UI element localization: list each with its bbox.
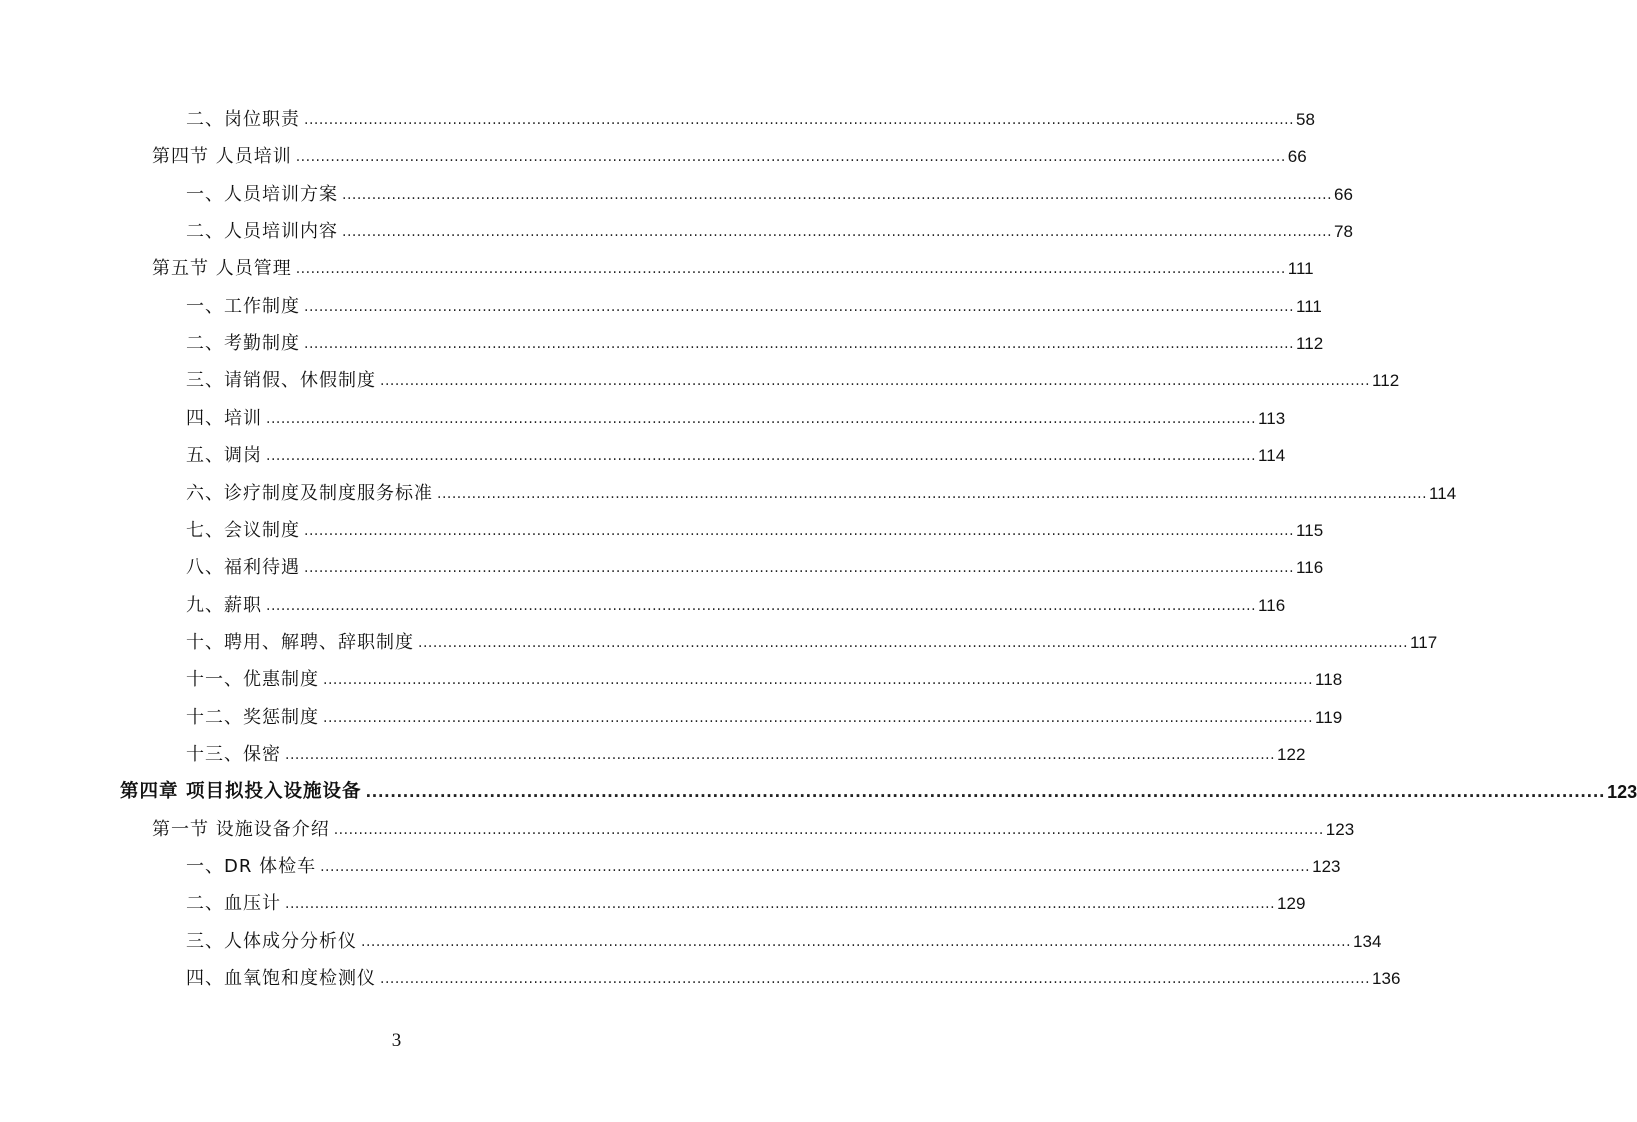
toc-entry-page: 114 xyxy=(1429,483,1457,503)
toc-dot-leader: ........................................................................................................................................................................................................ xyxy=(380,971,1371,988)
toc-dot-leader: ........................................................................................................................................................................................................ xyxy=(266,597,1257,614)
toc-dot-leader: ........................................................................................................................................................................................................ xyxy=(266,410,1257,427)
toc-entry-item[interactable] xyxy=(186,289,1322,319)
toc-entry-item[interactable] xyxy=(186,438,1286,468)
toc-dot-leader: ........................................................................................................................................................................................................ xyxy=(295,261,1286,278)
toc-dot-leader: ........................................................................................................................................................................................................ xyxy=(285,896,1276,913)
toc-entry-item[interactable] xyxy=(186,588,1286,618)
toc-entry-title: 十三、保密 xyxy=(186,743,281,765)
toc-dot-leader: ........................................................................................................................................................................................................ xyxy=(304,560,1295,577)
toc-entry-section[interactable] xyxy=(152,812,1355,842)
toc-entry-item[interactable] xyxy=(186,737,1306,767)
toc-entry-page: 136 xyxy=(1372,969,1401,989)
toc-dot-leader: ........................................................................................................................................................................................................ xyxy=(304,336,1295,353)
page-number: 3 xyxy=(391,1030,402,1051)
toc-entry-item[interactable] xyxy=(186,550,1324,580)
toc-entry-item[interactable] xyxy=(186,214,1353,244)
toc-entry-title: 十一、优惠制度 xyxy=(186,669,319,691)
toc-entry-title: 二、人员培训内容 xyxy=(186,221,338,243)
toc-entry-page: 117 xyxy=(1410,632,1438,652)
toc-entry-page: 114 xyxy=(1258,446,1286,466)
toc-entry-title: 五、调岗 xyxy=(186,445,262,467)
toc-entry-page: 58 xyxy=(1296,110,1315,129)
toc-entry-chapter[interactable] xyxy=(120,774,1637,804)
toc-dot-leader: ........................................................................................................................................................................................................ xyxy=(333,821,1324,838)
toc-entry-title: 十、聘用、解聘、辞职制度 xyxy=(186,631,414,653)
toc-dot-leader: ........................................................................................................................................................................................................ xyxy=(365,783,1606,802)
toc-entry-item[interactable] xyxy=(186,961,1401,991)
toc-entry-title: 八、福利待遇 xyxy=(186,557,300,579)
toc-entry-title: 一、DR 体检车 xyxy=(186,856,317,877)
toc-entry-page: 123 xyxy=(1325,819,1355,839)
toc-entry-page: 111 xyxy=(1287,259,1314,279)
toc-entry-title: 第四节 人员培训 xyxy=(152,146,292,168)
toc-entry-title: 二、考勤制度 xyxy=(186,333,300,355)
toc-dot-leader: ........................................................................................................................................................................................................ xyxy=(304,112,1295,128)
toc-entry-title: 七、会议制度 xyxy=(186,519,300,541)
toc-entry-item[interactable] xyxy=(186,177,1353,207)
toc-entry-item[interactable] xyxy=(186,700,1343,730)
toc-entry-section[interactable] xyxy=(152,251,1314,281)
toc-dot-leader: ........................................................................................................................................................................................................ xyxy=(418,634,1409,651)
toc-entry-page: 129 xyxy=(1277,894,1306,914)
toc-dot-leader: ........................................................................................................................................................................................................ xyxy=(266,448,1257,465)
toc-entry-page: 122 xyxy=(1277,744,1306,764)
toc-entry-title: 二、血压计 xyxy=(186,893,281,915)
toc-entry-page: 112 xyxy=(1296,334,1324,354)
toc-entry-page: 113 xyxy=(1258,408,1286,428)
toc-entry-page: 118 xyxy=(1315,670,1343,690)
toc-entry-title: 一、人员培训方案 xyxy=(186,183,338,205)
toc-entry-page: 123 xyxy=(1607,782,1637,803)
toc-dot-leader: ........................................................................................................................................................................................................ xyxy=(323,709,1314,726)
toc-entry-title: 九、薪职 xyxy=(186,594,262,616)
toc-dot-leader: ........................................................................................................................................................................................................ xyxy=(304,298,1295,315)
toc-entry-item[interactable] xyxy=(186,401,1286,431)
toc-entry-item[interactable] xyxy=(186,886,1306,916)
toc-entry-title: 第一节 设施设备介绍 xyxy=(152,818,330,840)
toc-entry-section[interactable] xyxy=(152,139,1307,169)
toc-entry-page: 119 xyxy=(1315,707,1343,727)
toc-entry-item[interactable] xyxy=(186,924,1382,954)
toc-dot-leader: ........................................................................................................................................................................................................ xyxy=(380,373,1371,390)
toc-entry-item[interactable] xyxy=(186,662,1343,692)
toc-dot-leader: ........................................................................................................................................................................................................ xyxy=(342,186,1333,203)
toc-entry-page: 116 xyxy=(1296,558,1324,578)
toc-entry-title: 三、请销假、休假制度 xyxy=(186,370,376,392)
toc-dot-leader: ........................................................................................................................................................................................................ xyxy=(295,149,1286,166)
toc-entry-item[interactable] xyxy=(186,849,1341,879)
toc-entry-page: 115 xyxy=(1296,520,1324,540)
toc-entry-title: 三、人体成分分析仪 xyxy=(186,930,357,952)
toc-entry-title: 一、工作制度 xyxy=(186,295,300,317)
toc-entry-page: 66 xyxy=(1334,184,1353,204)
toc-entry-title: 四、血氧饱和度检测仪 xyxy=(186,968,376,990)
toc-entry-title: 二、岗位职责 xyxy=(186,109,300,130)
toc-entry-page: 112 xyxy=(1372,371,1400,391)
toc-entry-title: 第五节 人员管理 xyxy=(152,258,292,280)
toc-dot-leader: ........................................................................................................................................................................................................ xyxy=(320,859,1311,875)
toc-entry-title: 第四章 项目拟投入设施设备 xyxy=(120,781,362,803)
toc-entry-item[interactable] xyxy=(186,476,1457,506)
toc-entry-title: 六、诊疗制度及制度服务标准 xyxy=(186,482,433,504)
toc-dot-leader: ........................................................................................................................................................................................................ xyxy=(323,672,1314,689)
toc-dot-leader: ........................................................................................................................................................................................................ xyxy=(342,224,1333,241)
toc-entry-page: 66 xyxy=(1287,147,1307,167)
toc-entry-item[interactable] xyxy=(186,363,1400,393)
toc-entry-item[interactable] xyxy=(186,326,1324,356)
toc-entry-page: 116 xyxy=(1258,595,1286,615)
toc-entry-page: 134 xyxy=(1353,931,1382,951)
toc-dot-leader: ........................................................................................................................................................................................................ xyxy=(304,522,1295,539)
toc-entry-item[interactable] xyxy=(186,513,1324,543)
toc-entry-title: 十二、奖惩制度 xyxy=(186,706,319,728)
toc-entry-page: 123 xyxy=(1312,857,1341,876)
toc-dot-leader: ........................................................................................................................................................................................................ xyxy=(285,746,1276,763)
toc-entry-item[interactable] xyxy=(186,102,1315,132)
toc-dot-leader: ........................................................................................................................................................................................................ xyxy=(437,485,1428,502)
toc-entry-item[interactable] xyxy=(186,625,1438,655)
toc-entry-page: 78 xyxy=(1334,222,1353,242)
toc-entry-page: 111 xyxy=(1296,296,1322,316)
toc-entry-title: 四、培训 xyxy=(186,407,262,429)
toc-dot-leader: ........................................................................................................................................................................................................ xyxy=(361,933,1352,950)
